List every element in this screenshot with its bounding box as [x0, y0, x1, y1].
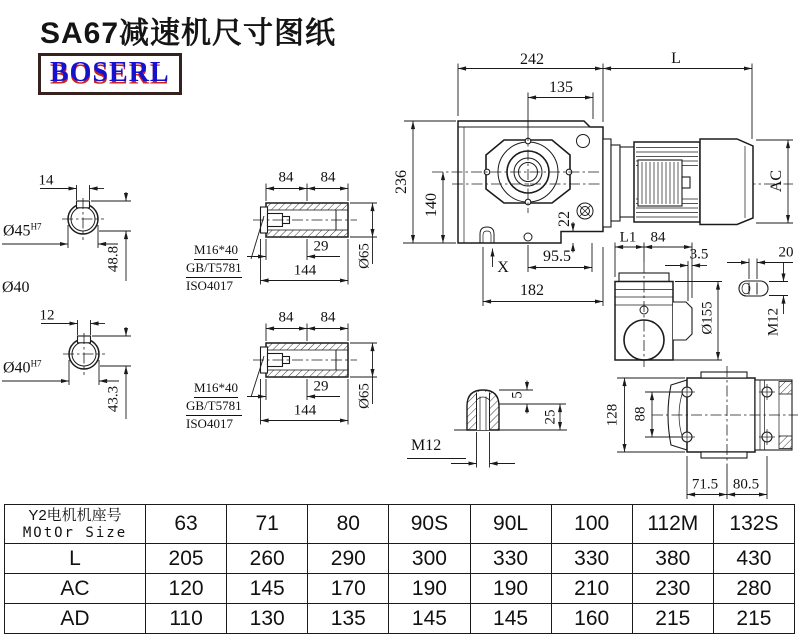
dim-side-flange-diameter: Ø155 [699, 301, 716, 335]
cell: 230 [632, 574, 713, 604]
dim-main-height: 236 [393, 170, 410, 194]
bolt-spec-note-b: M16*40 GB/T5781 ISO4017 [186, 380, 242, 431]
dim-sleeve-a-keylen: 29 [313, 238, 329, 255]
dim-shaft1-keyway-width: 14 [38, 172, 54, 189]
dim-shaft2-bore: $Ø40^{H7}$ [3, 358, 42, 377]
cell: 380 [632, 544, 713, 574]
cell: 130 [227, 604, 308, 634]
dim-bottom-height: 128 [604, 403, 621, 427]
table-header-size: 112M [632, 505, 713, 544]
dim-shaft1-depth: 48.8 [105, 245, 122, 273]
dim-main-motor-length: L [671, 50, 681, 67]
dim-shaft2-depth: 43.3 [105, 385, 122, 413]
cell: 330 [470, 544, 551, 574]
table-header-size: 63 [146, 505, 227, 544]
cell: 330 [551, 544, 632, 574]
table-row-AD [5, 604, 795, 634]
cell: 120 [146, 574, 227, 604]
dim-main-center-height: 140 [423, 193, 440, 217]
cell: 145 [470, 604, 551, 634]
dim-bottom-width2: 80.5 [732, 476, 760, 493]
dim-side-gap: 3.5 [689, 246, 709, 263]
dim-bottom-width1: 71.5 [691, 476, 719, 493]
cell: 190 [470, 574, 551, 604]
dim-side-l1: L1 [619, 229, 637, 246]
dim-sleeve-b-seg2: 84 [320, 309, 336, 326]
cell: 430 [713, 544, 794, 574]
table-header-size: 80 [308, 505, 389, 544]
page-title: SA67减速机尺寸图纸 [40, 17, 337, 50]
dim-key-depth1: 5 [509, 391, 526, 399]
dim-shaft2-keyway-width: 12 [39, 307, 55, 324]
motor-size-table [4, 504, 795, 634]
table-header-size: 90S [389, 505, 470, 544]
row-label: L [5, 544, 146, 574]
table-header-size: 132S [713, 505, 794, 544]
cell: 190 [389, 574, 470, 604]
gearmotor-front-view [403, 64, 793, 307]
dim-key-thread: M12 [411, 437, 442, 454]
dim-sleeve-a-seg2: 84 [320, 169, 336, 186]
dim-key-depth2: 25 [542, 409, 559, 425]
boserl-logo-text: BOSERL [50, 57, 170, 88]
dim-main-base1: 95.5 [543, 248, 571, 265]
table-row-AC [5, 574, 795, 604]
dim-sleeve-a-od: Ø65 [356, 243, 373, 269]
dim-bottom-bolt-height: 88 [632, 406, 649, 422]
dim-sleeve-a-total: 144 [293, 262, 317, 279]
cell: 170 [308, 574, 389, 604]
dim-sleeve-a-seg1: 84 [278, 169, 294, 186]
dim-main-axis-mark: X [497, 259, 509, 276]
dim-sleeve-b-keylen: 29 [313, 378, 329, 395]
cell: 210 [551, 574, 632, 604]
dim-side-key-length: 20 [778, 244, 794, 261]
cell: 260 [227, 544, 308, 574]
table-header-size: 100 [551, 505, 632, 544]
dim-side-thread: M12 [765, 307, 782, 337]
dim-shaft1-outer: Ø40 [2, 279, 30, 296]
table-header-size: 71 [227, 505, 308, 544]
dim-sleeve-b-seg1: 84 [278, 309, 294, 326]
dim-shaft1-bore: $Ø45^{H7}$ [3, 221, 42, 240]
row-label: AC [5, 574, 146, 604]
dim-sleeve-b-total: 144 [293, 402, 317, 419]
cell: 290 [308, 544, 389, 574]
cell: 300 [389, 544, 470, 574]
cell: 205 [146, 544, 227, 574]
dim-main-face-width: 135 [549, 79, 573, 96]
cell: 160 [551, 604, 632, 634]
cell: 110 [146, 604, 227, 634]
row-label: AD [5, 604, 146, 634]
dim-main-motor-diameter: AC [768, 169, 785, 193]
cell: 215 [713, 604, 794, 634]
table-header-row [5, 505, 795, 544]
table-header-label: Y2电机机座号 MOtOr Size [5, 505, 146, 544]
cell: 280 [713, 574, 794, 604]
dim-main-step: 22 [556, 211, 573, 227]
table-header-size: 90L [470, 505, 551, 544]
cell: 215 [632, 604, 713, 634]
cell: 145 [227, 574, 308, 604]
dim-main-base2: 182 [520, 282, 544, 299]
dim-side-width: 84 [650, 229, 666, 246]
cell: 135 [308, 604, 389, 634]
bolt-spec-note-a: M16*40 GB/T5781 ISO4017 [186, 242, 242, 293]
table-row-L [5, 544, 795, 574]
cell: 145 [389, 604, 470, 634]
dim-sleeve-b-od: Ø65 [356, 383, 373, 409]
dim-main-gear-width: 242 [520, 51, 544, 68]
